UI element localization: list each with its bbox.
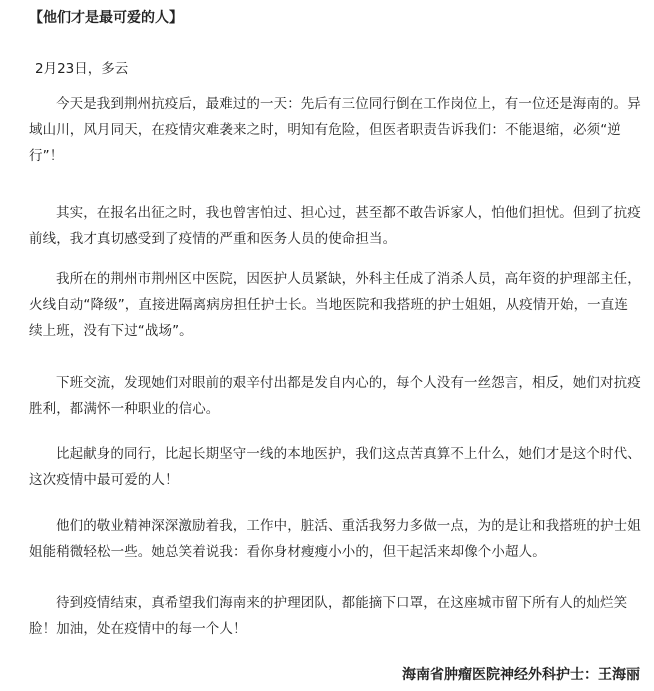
author-signature: 海南省肿瘤医院神经外科护士：王海丽 bbox=[402, 667, 640, 683]
paragraph-6: 他们的敬业精神深深激励着我，工作中，脏活、重活我努力多做一点，为的是让和我搭班的护士姐姐能稍微轻松一些。她总笑着说我：看你身材瘦瘦小小的，但干起活来却像个小超人。 bbox=[29, 518, 641, 560]
dateline: 2月23日，多云 bbox=[35, 61, 129, 77]
paragraph-7: 待到疫情结束，真希望我们海南来的护理团队，都能摘下口罩，在这座城市留下所有人的灿烂笑脸！加油，处在疫情中的每一个人！ bbox=[29, 595, 628, 637]
paragraph-5: 比起献身的同行，比起长期坚守一线的本地医护，我们这点苦真算不上什么，她们才是这个时代、这次疫情中最可爱的人！ bbox=[29, 446, 641, 488]
paragraph-4: 下班交流，发现她们对眼前的艰辛付出都是发自内心的，每个人没有一丝怨言，相反，她们对抗疫胜利，都满怀一种职业的信心。 bbox=[29, 375, 641, 417]
paragraph-3: 我所在的荆州市荆州区中医院，因医护人员紧缺，外科主任成了消杀人员，高年资的护理部主任，火线自动“降级”，直接进隔离病房担任护士长。当地医院和我搭班的护士姐姐，从疫情开始，一直连续上班，没有下过“战场”。 bbox=[29, 271, 641, 339]
paragraph-1: 今天是我到荆州抗疫后，最难过的一天：先后有三位同行倒在工作岗位上，有一位还是海南的。异域山川，风月同天，在疫情灾难袭来之时，明知有危险，但医者职责告诉我们：不能退缩，必须“逆行”！ bbox=[29, 96, 641, 164]
paragraph-2: 其实，在报名出征之时，我也曾害怕过、担心过，甚至都不敢告诉家人，怕他们担忧。但到了抗疫前线，我才真切感受到了疫情的严重和医务人员的使命担当。 bbox=[29, 205, 641, 247]
article-title: 【他们才是最可爱的人】 bbox=[29, 10, 183, 26]
